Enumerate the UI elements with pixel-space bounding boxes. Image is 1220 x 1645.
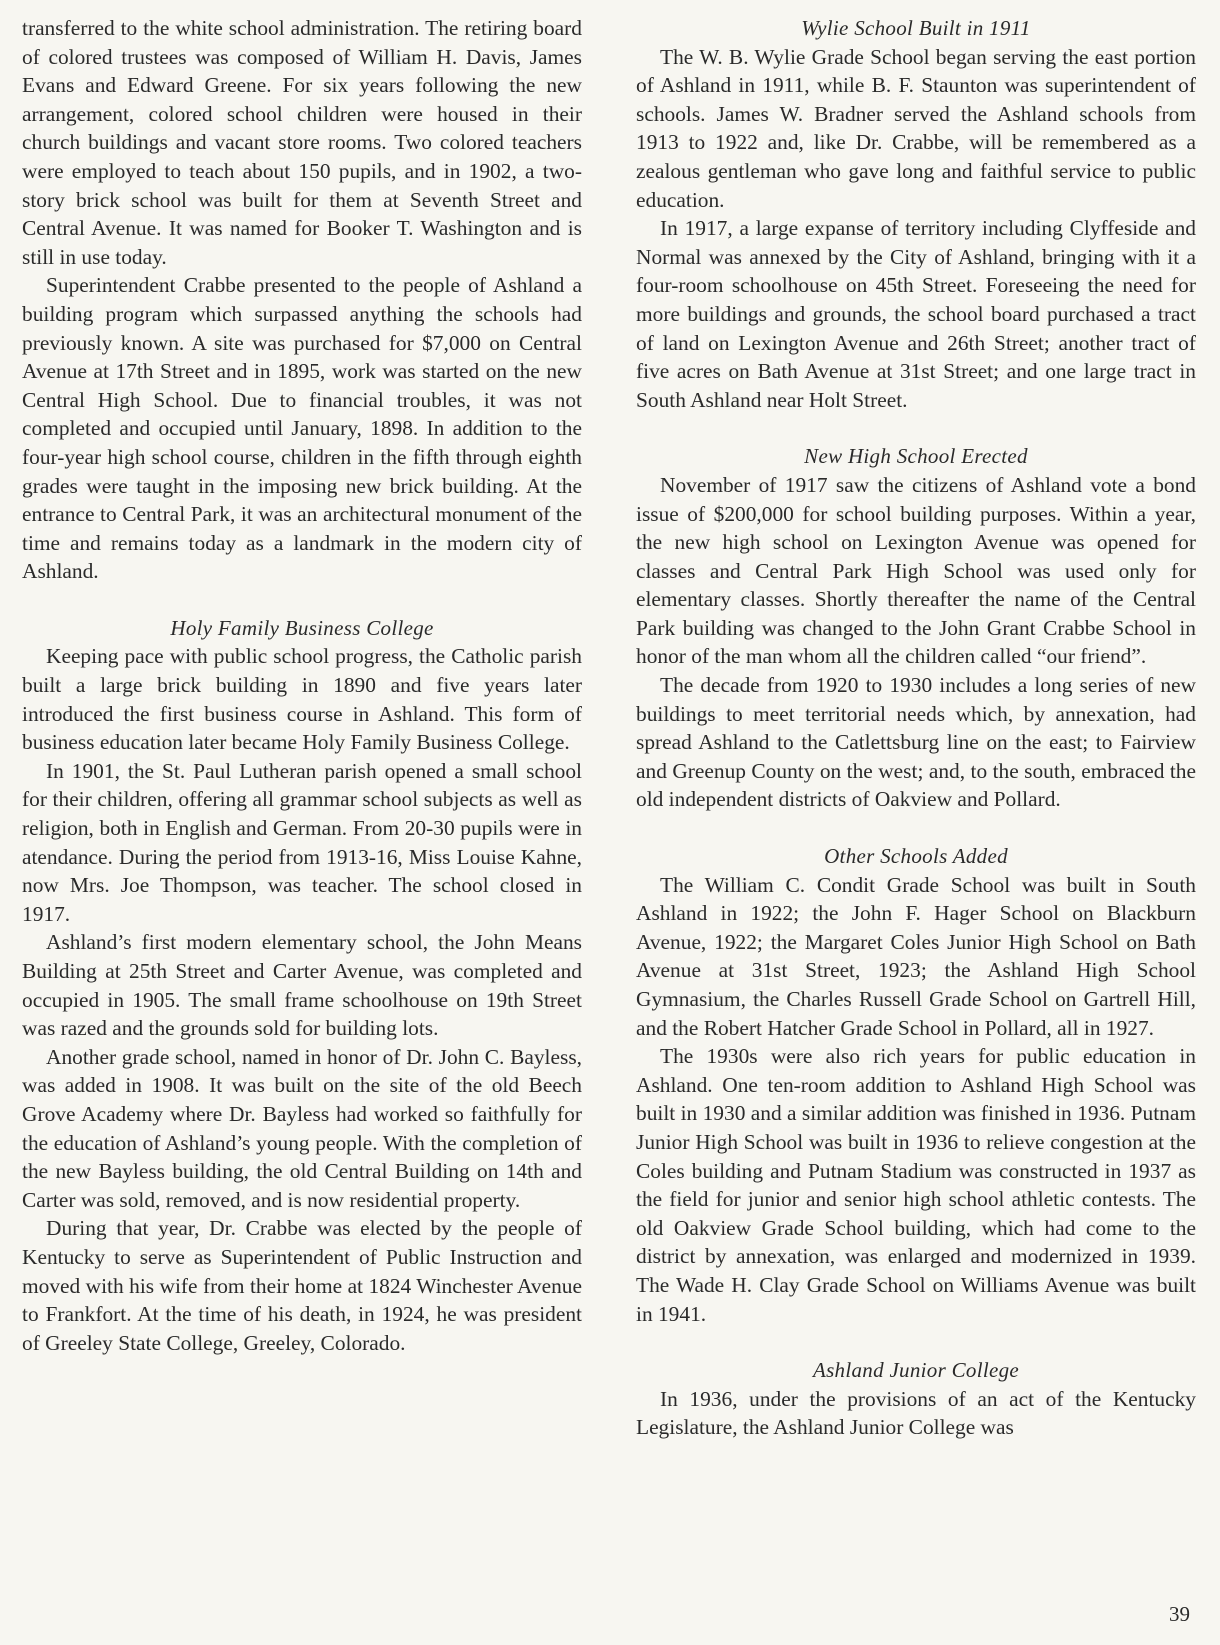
section-heading-other-schools: Other Schools Added [824, 844, 1008, 869]
paragraph-continued: transferred to the white school administration. The retiring board of colored trustees was composed of William H. Davis, James Evans and Edward Greene. For six years following the new arrangement, colored school children were housed in their church buildings and vacant store rooms. Two colored teachers were employed to teach about 150 pupils, and in 1902, a two-story brick school was built for them at Seventh Street and Central Avenue. It was named for Booker T. Washington and is still in use today. [22, 16, 582, 269]
right-column [636, 14, 1196, 1442]
section-heading-junior-college: Ashland Junior College [812, 1358, 1020, 1383]
section-heading-wylie: Wylie School Built in 1911 [801, 16, 1031, 40]
paragraph-bayless-school: Another grade school, named in honor of Dr. John C. Bayless, was added in 1908. It was built on the site of the old Beech Grove Academy where Dr. Bayless had worked so faithfully for the education of Ashland’s young people. With the completion of the new Bayless building, the old Central Building on 14th and Carter was sold, removed, and is now residential property. [22, 1044, 582, 1212]
paragraph-john-means-building: Ashland’s first modern elementary school, the John Means Building at 25th Street and Carter Avenue, was completed and occupied in 1905. The small frame schoolhouse on 19th Street was razed and the grounds sold for building lots. [22, 930, 582, 1041]
paragraph-condit-school: The William C. Condit Grade School was built in South Ashland in 1922; the John F. Hager School on Blackburn Avenue, 1922; the Margaret Coles Junior High School on Bath Avenue at 31st Street, 1923; the Ashland High School Gymnasium, the Charles Russell Grade School on Gartrell Hill, and the Robert Hatcher Grade School in Pollard, all in 1927. [636, 872, 1196, 1040]
paragraph-crabbe-frankfort: During that year, Dr. Crabbe was elected by the people of Kentucky to serve as Superintendent of Public Instruction and moved with his wife from their home at 1824 Winchester Avenue to Frankfort. At the time of his death, in 1924, he was president of Greeley State College, Greeley, Colorado. [22, 1216, 582, 1355]
paragraph-1930s: The 1930s were also rich years for public education in Ashland. One ten-room addition to Ashland High School was built in 1930 and a similar addition was finished in 1936. Putnam Junior High School was built in 1936 to relieve congestion at the Coles building and Putnam Stadium was constructed in 1937 as the field for junior and senior high school athletic contests. The old Oakview Grade School building, which had come to the district by annexation, was enlarged and modernized in 1939. The Wade H. Clay Grade School on Williams Avenue was built in 1941. [636, 1044, 1196, 1326]
page-number: 39 [1169, 1602, 1190, 1626]
paragraph-bond-issue: November of 1917 saw the citizens of Ashland vote a bond issue of $200,000 for school building purposes. Within a year, the new high school on Lexington Avenue was opened for classes and Central Park High School was used only for elementary classes. Shortly thereafter the name of the Central Park building was changed to the John Grant Crabbe School in honor of the man whom all the children called “our friend”. [636, 472, 1196, 669]
paragraph-crabbe-building-program: Superintendent Crabbe presented to the people of Ashland a building program which surpassed anything the schools had previously known. A site was purchased for $7,000 on Central Avenue at 17th Street and in 1895, work was started on the new Central High School. Due to financial troubles, it was not completed and occupied until January, 1898. In addition to the four-year high school course, children in the fifth through eighth grades were taught in the imposing new brick building. At the entrance to Central Park, it was an architectural monument of the time and remains today as a landmark in the modern city of Ashland. [22, 273, 582, 584]
paragraph-junior-college: In 1936, under the provisions of an act of the Kentucky Legislature, the Ashland Junior College was [636, 1386, 1196, 1440]
paragraph-catholic-parish: Keeping pace with public school progress, the Catholic parish built a large brick building in 1890 and five years later introduced the first business course in Ashland. This form of business education later became Holy Family Business College. [22, 644, 582, 755]
paragraph-1917-annexation: In 1917, a large expanse of territory including Clyffeside and Normal was annexed by the City of Ashland, bringing with it a four-room schoolhouse on 45th Street. Foreseeing the need for more buildings and grounds, the school board purchased a tract of land on Lexington Avenue and 26th Street; another tract of five acres on Bath Avenue at 31st Street; and one large tract in South Ashland near Holt Street. [636, 216, 1196, 412]
paragraph-decade-1920-1930: The decade from 1920 to 1930 includes a long series of new buildings to meet territorial needs which, by annexation, had spread Ashland to the Catlettsburg line on the east; to Fairview and Greenup County on the west; and, to the south, embraced the old independent districts of Oakview and Pollard. [636, 673, 1196, 812]
section-heading-new-high-school: New High School Erected [804, 444, 1028, 469]
paragraph-wylie-school: The W. B. Wylie Grade School began serving the east portion of Ashland in 1911, while B. F. Staunton was superintendent of schools. James W. Bradner served the Ashland schools from 1913 to 1922 and, like Dr. Crabbe, will be remembered as a zealous gentleman who gave long and faithful service to public education. [636, 44, 1196, 212]
paragraph-lutheran-school: In 1901, the St. Paul Lutheran parish opened a small school for their children, offering all grammar school subjects as well as religion, both in English and German. From 20-30 pupils were in atendance. During the period from 1913-16, Miss Louise Kahne, now Mrs. Joe Thompson, was teacher. The school closed in 1917. [22, 758, 582, 926]
left-column [22, 14, 582, 1357]
section-heading-holy-family: Holy Family Business College [170, 615, 434, 640]
